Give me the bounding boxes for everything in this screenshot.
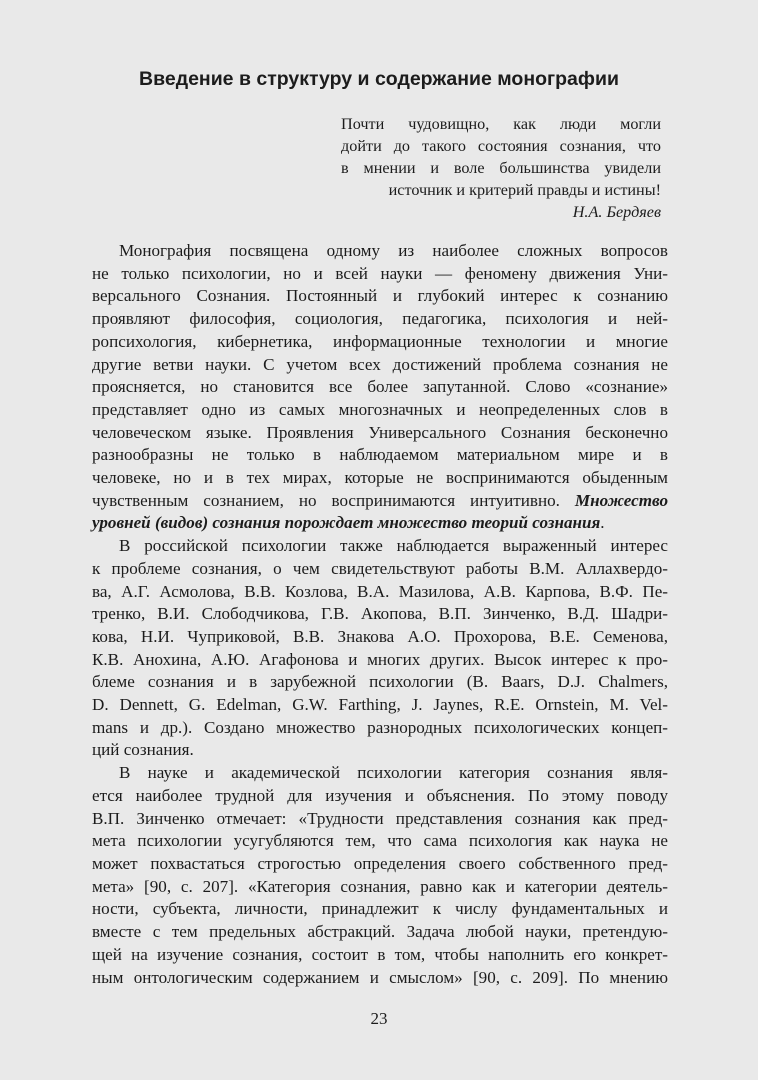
emphasis-text: уровней (видов) сознания порождает множество теорий сознания xyxy=(92,513,601,533)
text-line xyxy=(92,490,668,513)
page-number: 23 xyxy=(370,1009,388,1028)
text-line: не только психологии, но и всей науки — феномену движения Уни- xyxy=(92,263,668,283)
text-line: Монография посвящена одному из наиболее сложных вопросов xyxy=(119,241,668,260)
text-segment: . xyxy=(600,513,605,533)
text-line: ется наиболее трудной для изучения и объяснения. По этому поводу xyxy=(92,785,668,805)
text-line: В.П. Зинченко отмечает: «Трудности представления сознания как пред- xyxy=(92,808,668,828)
epigraph-line: источник и критерий правды и истины! xyxy=(388,181,661,199)
paragraph xyxy=(92,240,668,535)
text-line: вместе с тем предельных абстракций. Задача любой науки, претендую- xyxy=(92,922,668,942)
text-line: разнообразны не только в наблюдаемом материальном мире и в xyxy=(92,445,668,465)
text-line xyxy=(92,512,668,535)
paragraph xyxy=(92,762,668,989)
emphasis-text: Множество xyxy=(574,490,668,510)
epigraph xyxy=(341,113,661,223)
paragraph xyxy=(92,535,668,762)
text-line: В российской психологии также наблюдается выраженный интерес xyxy=(119,536,668,556)
text-line: проясняется, но становится все более запутанной. Слово «сознание» xyxy=(92,377,668,397)
text-line: ций сознания. xyxy=(92,740,194,760)
text-line: версального Сознания. Постоянный и глубокий интерес к сознанию xyxy=(92,286,668,306)
text-line: mans и др.). Создано множество разнородных психологических концеп- xyxy=(92,717,668,737)
text-line: ропсихология, кибернетика, информационные технологии и многие xyxy=(92,331,668,351)
text-line: другие ветви науки. С учетом всех достижений проблема сознания не xyxy=(92,354,668,374)
epigraph-line: Почти чудовищно, как люди могли xyxy=(341,115,661,133)
text-line: D. Dennett, G. Edelman, G.W. Farthing, J. Jaynes, R.E. Ornstein, M. Vel- xyxy=(92,695,668,715)
text-line: человеческом языке. Проявления Универсального Сознания бесконечно xyxy=(92,422,668,442)
text-line: человеке, но и в тех мирах, которые не воспринимаются обыденным xyxy=(92,468,668,488)
text-line: тренко, В.И. Слободчикова, Г.В. Акопова, В.П. Зинченко, В.Д. Шадри- xyxy=(92,604,668,624)
text-line: блеме сознания и в зарубежной психологии (B. Baars, D.J. Chalmers, xyxy=(92,672,668,692)
text-line: мета психологии усугубляются тем, что сама психология как наука не xyxy=(92,831,668,851)
text-segment: чувственным сознанием, но воспринимаются интуитивно. xyxy=(92,490,560,510)
chapter-title: Введение в структуру и содержание монографии xyxy=(139,68,619,90)
text-line: щей на изучение сознания, состоит в том, чтобы наполнить его конкрет- xyxy=(92,944,668,964)
text-line: представляет одно из самых многозначных и неопределенных слов в xyxy=(92,399,668,419)
text-line: может похвастаться строгостью определения своего собственного пред- xyxy=(92,853,668,873)
text-line: к проблеме сознания, о чем свидетельствуют работы В.М. Аллахвердо- xyxy=(92,558,668,578)
text-line: проявляют философия, социология, педагогика, психология и ней- xyxy=(92,309,668,329)
text-line: ва, А.Г. Асмолова, В.В. Козлова, В.А. Мазилова, А.В. Карпова, В.Ф. Пе- xyxy=(92,581,668,601)
text-line: ным онтологическим содержанием и смыслом» [90, с. 209]. По мнению xyxy=(92,967,668,987)
text-line: К.В. Анохина, А.Ю. Агафонова и многих других. Высок интерес к про- xyxy=(92,649,668,669)
epigraph-line: в мнении и воле большинства увидели xyxy=(341,159,661,177)
text-line: В науке и академической психологии категория сознания явля- xyxy=(119,763,668,783)
text-line: ности, субъекта, личности, принадлежит к числу фундаментальных и xyxy=(92,899,668,919)
text-line: мета» [90, с. 207]. «Категория сознания, равно как и категории деятель- xyxy=(92,876,668,896)
text-line: кова, Н.И. Чуприковой, В.В. Знакова А.О. Прохорова, В.Е. Семенова, xyxy=(92,626,668,646)
epigraph-author: Н.А. Бердяев xyxy=(572,203,661,221)
epigraph-line: дойти до такого состояния сознания, что xyxy=(341,137,661,155)
body-text xyxy=(92,240,668,989)
